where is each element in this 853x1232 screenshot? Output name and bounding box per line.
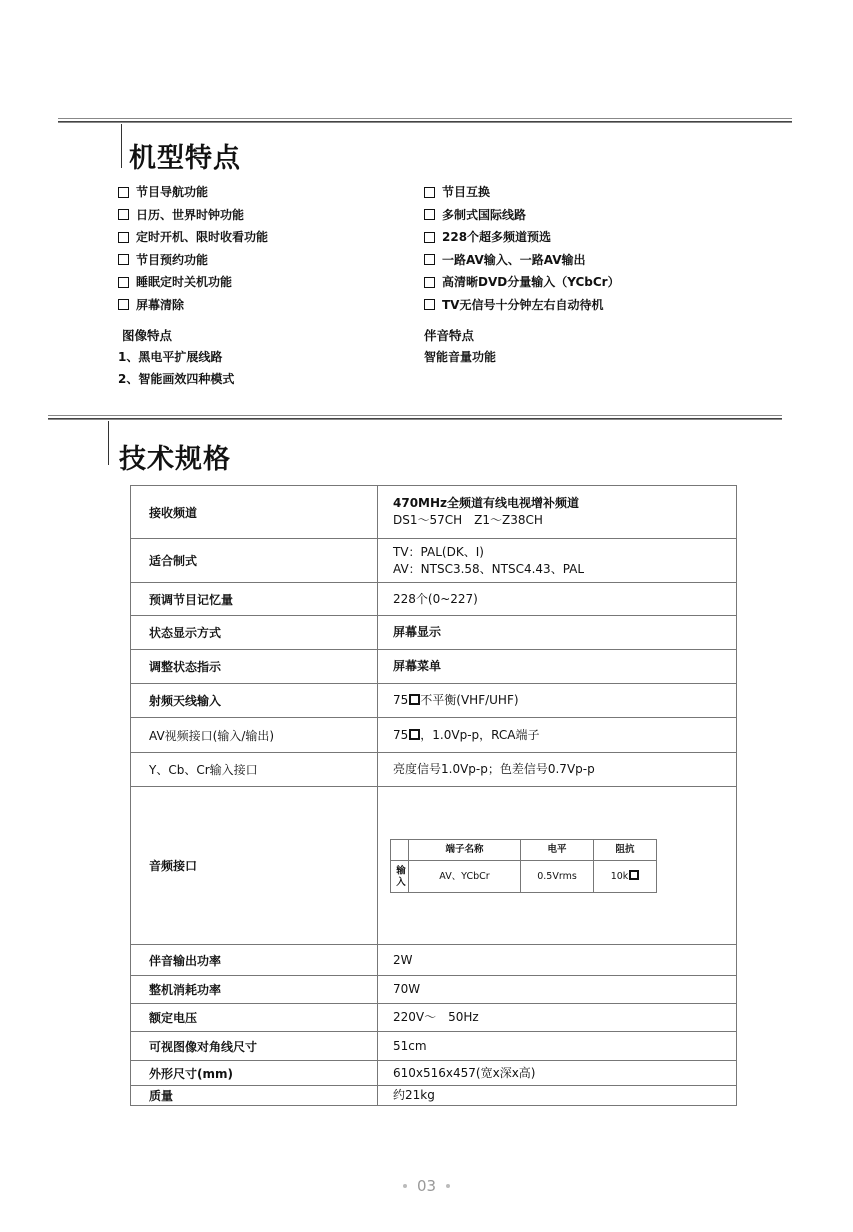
spec-label: 伴音输出功率 — [131, 945, 378, 976]
table-header: 阻抗 — [594, 839, 657, 860]
spec-label: 接收频道 — [131, 486, 378, 539]
feature-item: 高清晰DVD分量输入（YCbCr） — [424, 271, 620, 294]
list-item: 2、智能画效四种模式 — [118, 372, 235, 386]
table-row — [131, 616, 737, 650]
checkbox-icon — [118, 232, 129, 243]
spec-label: AV视频接口(输入/输出) — [131, 718, 378, 753]
ohm-icon — [409, 729, 420, 740]
list-item: 智能音量功能 — [424, 350, 497, 364]
spec-value: 屏幕菜单 — [378, 650, 737, 684]
table-cell: 10k — [594, 860, 657, 892]
spec-value: 220V～ 50Hz — [378, 1004, 737, 1032]
mid-rule-outer — [48, 415, 782, 416]
spec-label: 状态显示方式 — [131, 616, 378, 650]
spec-value: 75 不平衡(VHF/UHF) — [378, 684, 737, 718]
checkbox-icon — [118, 187, 129, 198]
table-row — [391, 860, 657, 892]
feature-item: 多制式国际线路 — [424, 204, 620, 227]
spec-value: 51cm — [378, 1032, 737, 1061]
title-bar — [121, 124, 122, 168]
table-cell: AV、YCbCr — [409, 860, 521, 892]
spec-value: 228个(0~227) — [378, 583, 737, 616]
table-row — [131, 1004, 737, 1032]
image-features-heading: 图像特点 — [122, 328, 173, 343]
checkbox-icon — [118, 277, 129, 288]
checkbox-icon — [424, 254, 435, 265]
checkbox-icon — [424, 232, 435, 243]
bullet-dot-icon — [446, 1184, 450, 1188]
feature-item: 228个超多频道预选 — [424, 226, 620, 249]
table-row — [131, 753, 737, 787]
feature-item: TV无信号十分钟左右自动待机 — [424, 294, 620, 317]
spec-value: 约21kg — [378, 1086, 737, 1106]
table-header: 电平 — [521, 839, 594, 860]
spec-label: 额定电压 — [131, 1004, 378, 1032]
side-label: 输入 — [391, 860, 409, 892]
bullet-dot-icon — [403, 1184, 407, 1188]
spec-label: 射频天线输入 — [131, 684, 378, 718]
table-row — [131, 976, 737, 1004]
audio-interface-table — [390, 839, 657, 893]
checkbox-icon — [424, 209, 435, 220]
feature-item: 一路AV输入、一路AV输出 — [424, 249, 620, 272]
spec-value: 屏幕显示 — [378, 616, 737, 650]
table-row — [391, 839, 657, 860]
spec-label: 整机消耗功率 — [131, 976, 378, 1004]
ohm-icon — [409, 694, 420, 705]
table-row — [131, 650, 737, 684]
feature-item: 定时开机、限时收看功能 — [118, 226, 268, 249]
table-row — [131, 583, 737, 616]
checkbox-icon — [424, 187, 435, 198]
top-rule — [58, 121, 792, 123]
spec-value: 70W — [378, 976, 737, 1004]
spec-value: 610x516x457(宽x深x高) — [378, 1061, 737, 1086]
page-number: 03 — [0, 1177, 853, 1195]
list-item: 1、黑电平扩展线路 — [118, 350, 223, 364]
feature-item: 节目导航功能 — [118, 181, 268, 204]
table-row — [131, 684, 737, 718]
spec-value: 470MHz全频道有线电视增补频道 DS1～57CH Z1～Z38CH — [378, 486, 737, 539]
spec-value — [378, 787, 737, 945]
audio-features-list — [424, 346, 496, 368]
spec-value: 亮度信号1.0Vp-p；色差信号0.7Vp-p — [378, 753, 737, 787]
spec-label: 音频接口 — [131, 787, 378, 945]
feature-item: 屏幕清除 — [118, 294, 268, 317]
ohm-icon — [629, 870, 639, 880]
spec-label: 质量 — [131, 1086, 378, 1106]
checkbox-icon — [424, 299, 435, 310]
feature-item: 日历、世界时钟功能 — [118, 204, 268, 227]
table-row — [131, 718, 737, 753]
spec-label: 预调节目记忆量 — [131, 583, 378, 616]
spec-value: 2W — [378, 945, 737, 976]
spec-label: 外形尺寸(mm) — [131, 1061, 378, 1086]
table-row — [131, 787, 737, 945]
checkbox-icon — [118, 254, 129, 265]
table-row — [131, 1032, 737, 1061]
top-rule-outer — [58, 118, 792, 119]
table-row — [131, 486, 737, 539]
left-feature-list — [118, 181, 268, 316]
right-feature-list — [424, 181, 620, 316]
checkbox-icon — [424, 277, 435, 288]
spec-label: 调整状态指示 — [131, 650, 378, 684]
feature-item: 节目预约功能 — [118, 249, 268, 272]
checkbox-icon — [118, 209, 129, 220]
table-header: 端子名称 — [409, 839, 521, 860]
spec-label: 适合制式 — [131, 539, 378, 583]
checkbox-icon — [118, 299, 129, 310]
table-row — [131, 1086, 737, 1106]
image-features-list — [118, 346, 234, 390]
title-bar — [108, 421, 109, 465]
features-title: 机型特点 — [129, 143, 241, 174]
table-row — [131, 945, 737, 976]
spec-value: TV：PAL(DK、I) AV：NTSC3.58、NTSC4.43、PAL — [378, 539, 737, 583]
table-row — [131, 1061, 737, 1086]
table-row — [131, 539, 737, 583]
spec-value: 75 ，1.0Vp-p，RCA端子 — [378, 718, 737, 753]
spec-table — [130, 485, 737, 1106]
specs-title: 技术规格 — [119, 444, 231, 475]
table-cell: 0.5Vrms — [521, 860, 594, 892]
spec-label: Y、Cb、Cr输入接口 — [131, 753, 378, 787]
feature-item: 睡眠定时关机功能 — [118, 271, 268, 294]
audio-features-heading: 伴音特点 — [424, 328, 475, 343]
spec-label: 可视图像对角线尺寸 — [131, 1032, 378, 1061]
mid-rule — [48, 418, 782, 420]
feature-item: 节目互换 — [424, 181, 620, 204]
